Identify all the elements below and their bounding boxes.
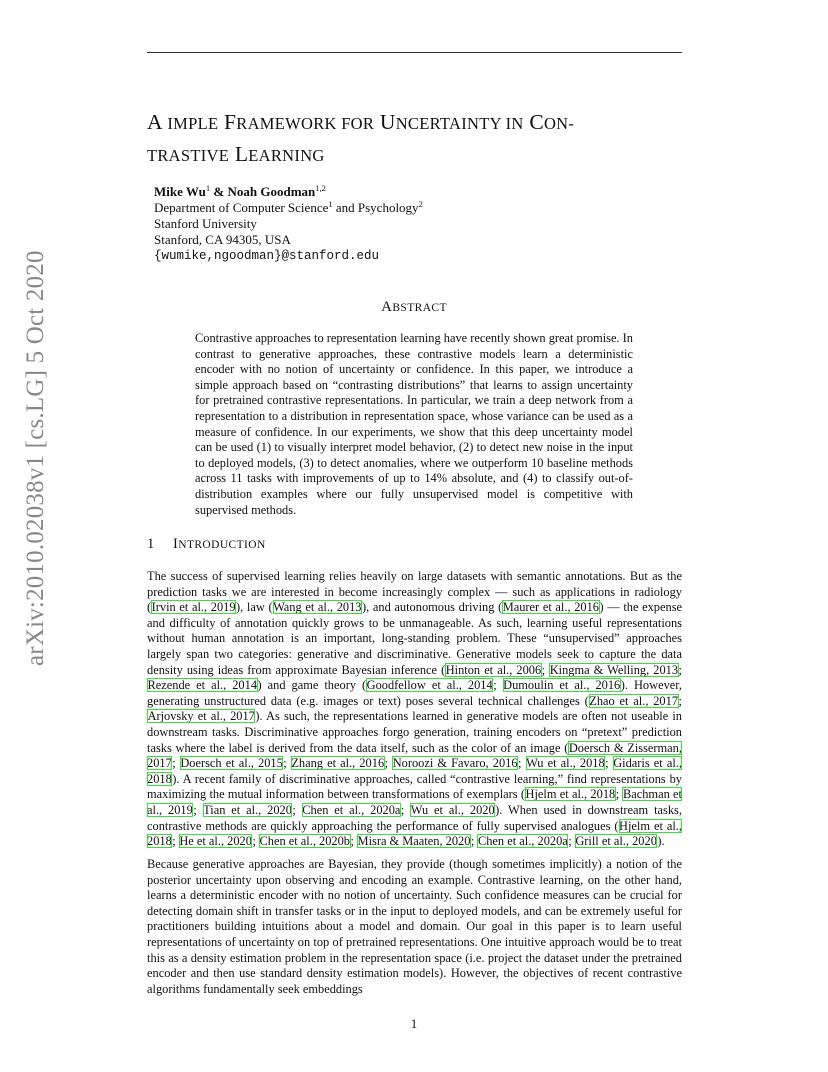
top-rule: [147, 52, 682, 53]
paper-title: A IMPLE FRAMEWORK FOR UNCERTAINTY IN CON- TRASTIVE LEARNING: [147, 110, 575, 166]
page-number: 1: [410, 1016, 418, 1031]
citation-link[interactable]: Arjovsky et al., 2017: [147, 709, 255, 724]
citation-link[interactable]: Noroozi & Favaro, 2016: [392, 756, 518, 771]
citation-link[interactable]: Doersch & Zisserman, 2017: [147, 740, 682, 771]
citation-link[interactable]: Wang et al., 2013: [273, 600, 362, 615]
citation-link[interactable]: Hjelm et al., 2018: [147, 818, 682, 849]
intro-paragraph-2: Because generative approaches are Bayesian, they provide (though sometimes implicitly) a notion of the posterior uncertainty upon observing and encoding an example. Contrastive learning, on the other hand, learns a deterministic encoder with no notion of uncertainty. Such confidence measures can be crucial for detecting domain shift in transfer tasks or in the input to deployed models, and can be extremely useful for practitioners building intuitions about a model and domain. Our goal in this paper is to learn useful representations of uncertainty on top of pretrained representations. One intuitive approach would be to treat this as a density estimation problem in the representation space (i.e. project the dataset under the pretrained encoder and then use standard density estimation models). However, the objectives of recent contrastive algorithms fundamentally seek embeddings: [147, 857, 682, 996]
citation-link[interactable]: Kingma & Welling, 2013: [549, 662, 679, 677]
citation-link[interactable]: Dumoulin et al., 2016: [503, 678, 621, 693]
citation-link[interactable]: Bachman et al., 2019: [147, 787, 682, 817]
citation-link[interactable]: Chen et al., 2020a: [477, 834, 568, 849]
author-email: {wumike,ngoodman}@stanford.edu: [154, 249, 380, 263]
citation-link[interactable]: Doersch et al., 2015: [180, 756, 283, 771]
abstract-text: Contrastive approaches to representation learning have recently shown great promise. In contrast to generative approaches, these contrastive models learn a deterministic encoder with no notion of uncertainty or confidence. In this paper, we introduce a simple approach based on “contrasting distributions” that learns to assign uncertainty for pretrained contrastive representations. In particular, we train a deep network from a representation to a distribution in representation space, whose variance can be used as a measure of confidence. In our experiments, we show that this deep uncertainty model can be used (1) to visually interpret model behavior, (2) to detect new noise in the input to deployed models, (3) to detect anomalies, where we outperform 10 baseline methods across 11 tasks with improvements of up to 14% absolute, and (4) to classify out-of-distribution examples where our fully unsupervised model is competitive with supervised methods.: [195, 331, 633, 517]
intro-paragraph-1: The success of supervised learning relies heavily on large datasets with semantic annotations. But as the prediction tasks we are interested in become increasingly complex — such as applications in radiology (Irvin et al., 2019), law (Wang et al., 2013), and autonomous driving (Maurer et al., 2016) — the expense and difficulty of annotation quickly grows to be unmanageable. As such, learning useful representations without human annotation is an important, long-standing problem. These “unsupervised” approaches largely span two categories: generative and discriminative. Generative models seek to capture the data density using ideas from approximate Bayesian inference (Hinton et al., 2006; Kingma & Welling, 2013; Rezende et al., 2014) and game theory (Goodfellow et al., 2014; Dumoulin et al., 2016). However, generating unstructured data (e.g. images or text) poses several technical challenges (Zhao et al., 2017; Arjovsky et al., 2017). As such, the representations learned in generative models are often not useable in downstream tasks. Discriminative approaches forgo generation, training encoders on “pretext” prediction tasks where the label is derived from the data itself, such as the color of an image (Doersch & Zisserman, 2017; Doersch et al., 2015; Zhang et al., 2016; Noroozi & Favaro, 2016; Wu et al., 2018; Gidaris et al., 2018). A recent family of discriminative approaches, called “contrastive learning,” find representations by maximizing the mutual information between transformations of exemplars (Hjelm et al., 2018; Bachman et al., 2019; Tian et al., 2020; Chen et al., 2020a; Wu et al., 2020). When used in downstream tasks, contrastive methods are quickly approaching the performance of fully supervised analogues (Hjelm et al., 2018; He et al., 2020; Chen et al., 2020b; Misra & Maaten, 2020; Chen et al., 2020a; Grill et al., 2020).: [147, 569, 683, 849]
abstract-heading: ABSTRACT: [381, 299, 447, 315]
author-university: Stanford University: [154, 216, 257, 231]
citation-link[interactable]: Maurer et al., 2016: [502, 600, 599, 615]
citation-link[interactable]: Misra & Maaten, 2020: [357, 834, 471, 849]
citation-link[interactable]: He et al., 2020: [179, 834, 252, 849]
citation-link[interactable]: Gidaris et al., 2018: [147, 756, 682, 786]
citation-link[interactable]: Wu et al., 2018: [526, 756, 605, 771]
citation-link[interactable]: Wu et al., 2020: [410, 802, 495, 817]
author-block: [154, 184, 423, 264]
citation-link[interactable]: Rezende et al., 2014: [147, 678, 258, 693]
citation-link[interactable]: Zhang et al., 2016: [291, 756, 385, 771]
citation-link[interactable]: Irvin et al., 2019: [151, 600, 236, 615]
section-heading-introduction: 1 INTRODUCTION: [147, 536, 266, 552]
author-names: Mike Wu$^1$ & Noah Goodman$^{1,2}$: [154, 183, 326, 199]
author-address: Stanford, CA 94305, USA: [154, 232, 291, 247]
citation-link[interactable]: Hjelm et al., 2018: [525, 787, 616, 802]
citation-link[interactable]: Chen et al., 2020b: [259, 834, 350, 849]
author-affiliation: Department of Computer Science$^1$ and Psychology$^2$: [154, 199, 423, 215]
arxiv-identifier-stamp: arXiv:2010.02038v1 [cs.LG] 5 Oct 2020: [22, 250, 49, 666]
citation-link[interactable]: Hinton et al., 2006: [445, 662, 542, 677]
citation-link[interactable]: Chen et al., 2020a: [302, 802, 401, 817]
citation-link[interactable]: Tian et al., 2020: [203, 802, 292, 817]
citation-link[interactable]: Goodfellow et al., 2014: [366, 678, 493, 693]
citation-link[interactable]: Zhao et al., 2017: [589, 693, 679, 708]
citation-link[interactable]: Grill et al., 2020: [575, 834, 657, 849]
